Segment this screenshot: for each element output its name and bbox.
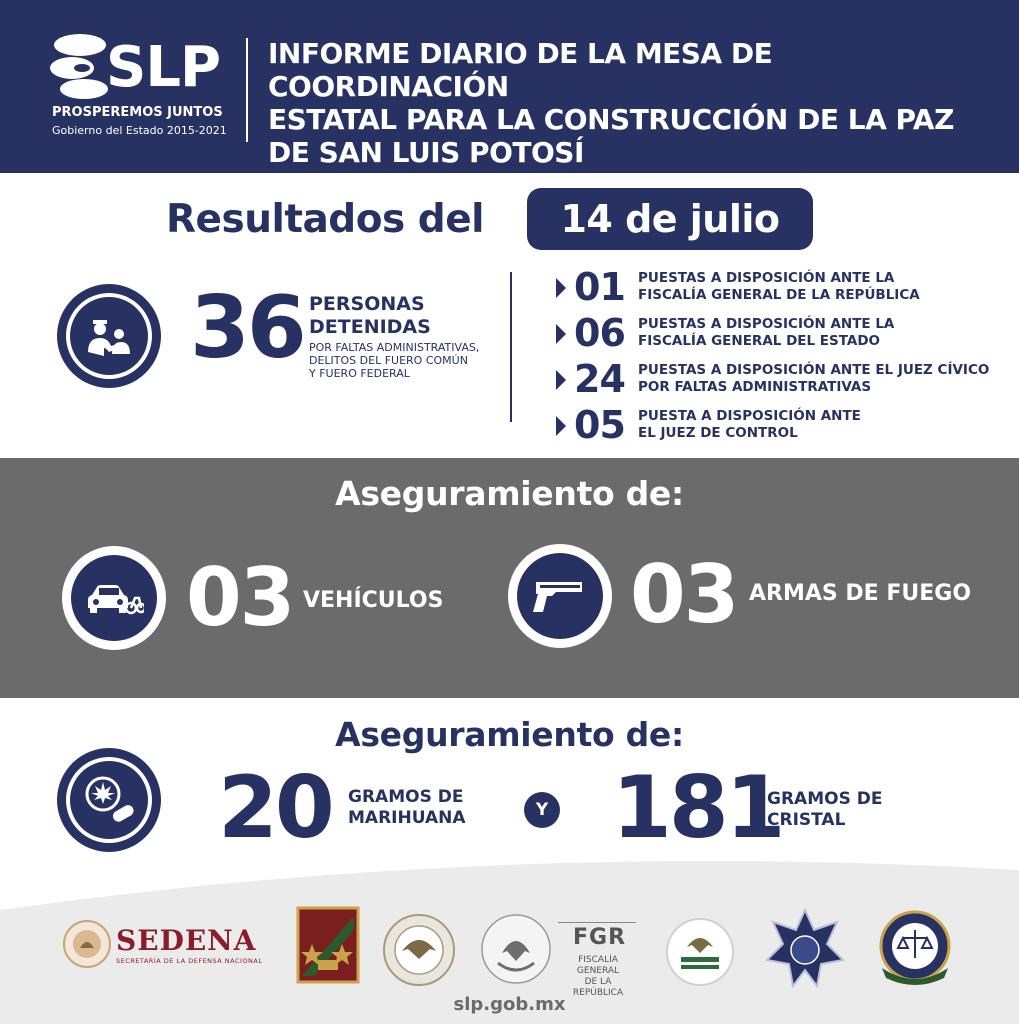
cristal-label-line: GRAMOS DE: [767, 789, 883, 809]
puesta-count: 05: [574, 403, 625, 447]
bullet-arrow-icon: [556, 324, 566, 344]
drugs-icon: [79, 770, 139, 830]
puesta-item: [556, 403, 1006, 452]
detained-title: [309, 293, 431, 339]
results-label: Resultados del: [166, 197, 485, 242]
vehicles-label: VEHÍCULOS: [303, 588, 444, 613]
vehicles-count: 03: [186, 551, 294, 644]
pistol-icon: [530, 566, 590, 626]
logo-word: SLP: [106, 35, 221, 100]
puesta-line: EL JUEZ DE CONTROL: [638, 425, 798, 441]
fgr-wordmark: FGR: [573, 925, 627, 950]
puesta-item: [556, 311, 1006, 360]
fgr-sub-line: DE LA REPÚBLICA: [572, 977, 624, 998]
date-badge: 14 de julio: [527, 188, 813, 250]
title-line: INFORME DIARIO DE LA MESA DE COORDINACIÓN: [268, 37, 773, 103]
fgr-rule: [558, 922, 636, 923]
header: [0, 0, 1019, 173]
detained-sub-line: POR FALTAS ADMINISTRATIVAS,: [309, 341, 480, 354]
puesta-line: FISCALÍA GENERAL DEL ESTADO: [638, 333, 881, 349]
cristal-label: [767, 789, 882, 831]
puesta-item: [556, 265, 1006, 314]
puesta-item: [556, 357, 1006, 406]
logo-subtagline: Gobierno del Estado 2015-2021: [52, 124, 227, 137]
car-motorcycle-icon: [84, 568, 144, 628]
puesta-line: PUESTAS A DISPOSICIÓN ANTE LA: [638, 270, 895, 286]
results-divider: [510, 272, 512, 422]
title-line: ESTATAL PARA LA CONSTRUCCIÓN DE LA PAZ: [268, 103, 954, 136]
sedena-subtitle: SECRETARÍA DE LA DEFENSA NACIONAL: [116, 957, 263, 965]
weapons-label: ARMAS DE FUEGO: [749, 581, 972, 606]
marihuana-label-line: GRAMOS DE: [348, 787, 464, 807]
puesta-line: POR FALTAS ADMINISTRATIVAS: [638, 379, 872, 395]
sedena-wordmark: SEDENA: [116, 924, 257, 957]
page-title: [268, 37, 1008, 169]
detained-icon-circle: [57, 284, 161, 388]
puesta-line: PUESTAS A DISPOSICIÓN ANTE EL JUEZ CÍVICO: [638, 362, 990, 378]
ssp-police-star-icon: [765, 908, 845, 988]
detained-sub-line: DELITOS DEL FUERO COMÚN: [309, 354, 468, 367]
seizure2-title: Aseguramiento de:: [335, 715, 684, 754]
puesta-text: [638, 408, 861, 442]
puesta-line: PUESTAS A DISPOSICIÓN ANTE LA: [638, 316, 895, 332]
slp-logo: [48, 32, 233, 144]
puesta-line: PUESTA A DISPOSICIÓN ANTE: [638, 408, 861, 424]
vehicles-icon-circle: [62, 546, 166, 650]
bullet-arrow-icon: [556, 416, 566, 436]
drugs-icon-circle: [57, 748, 161, 852]
detained-count: 36: [190, 278, 304, 378]
connector-badge: Y: [524, 792, 560, 828]
puesta-line: FISCALÍA GENERAL DE LA REPÚBLICA: [638, 287, 920, 303]
detained-title-line: PERSONAS: [309, 293, 425, 315]
detained-sub-line: Y FUERO FEDERAL: [309, 367, 410, 380]
seizure1-title: Aseguramiento de:: [335, 474, 684, 513]
logo-tagline: PROSPEREMOS JUNTOS: [52, 105, 223, 120]
sedena-emblem-icon: [62, 918, 112, 970]
puesta-count: 24: [574, 357, 625, 401]
bullet-arrow-icon: [556, 370, 566, 390]
slp-logo-mark-icon: [48, 32, 110, 100]
fgr-subtitle: [560, 955, 636, 999]
puesta-count: 01: [574, 265, 625, 309]
guardia-nacional-seal-icon: [382, 913, 456, 987]
cristal-label-line: CRISTAL: [767, 810, 846, 830]
fiscalia-estado-seal-icon: [874, 910, 956, 986]
marihuana-count: 20: [218, 758, 332, 858]
website-link[interactable]: slp.gob.mx: [453, 994, 566, 1015]
bullet-arrow-icon: [556, 278, 566, 298]
marihuana-label-line: MARIHUANA: [348, 808, 466, 828]
guardia-nacional-carreteras-logo-icon: [665, 917, 735, 987]
region-badge-icon: [296, 906, 360, 984]
puesta-text: [638, 270, 920, 304]
weapons-icon-circle: [508, 544, 612, 648]
weapons-count: 03: [630, 548, 738, 641]
puesta-text: [638, 316, 894, 350]
detained-title-line: DETENIDAS: [309, 316, 431, 338]
header-divider: [246, 38, 248, 142]
cristal-count: 181: [612, 758, 783, 858]
fgr-sub-line: FISCALÍA GENERAL: [576, 955, 620, 976]
puesta-text: [638, 362, 989, 396]
marihuana-label: [348, 787, 466, 829]
detained-person-icon: [79, 306, 139, 366]
mexico-coat-of-arms-icon: [480, 913, 552, 985]
puesta-count: 06: [574, 311, 625, 355]
detained-subtitle: [309, 341, 509, 380]
title-line: DE SAN LUIS POTOSÍ: [268, 136, 584, 169]
